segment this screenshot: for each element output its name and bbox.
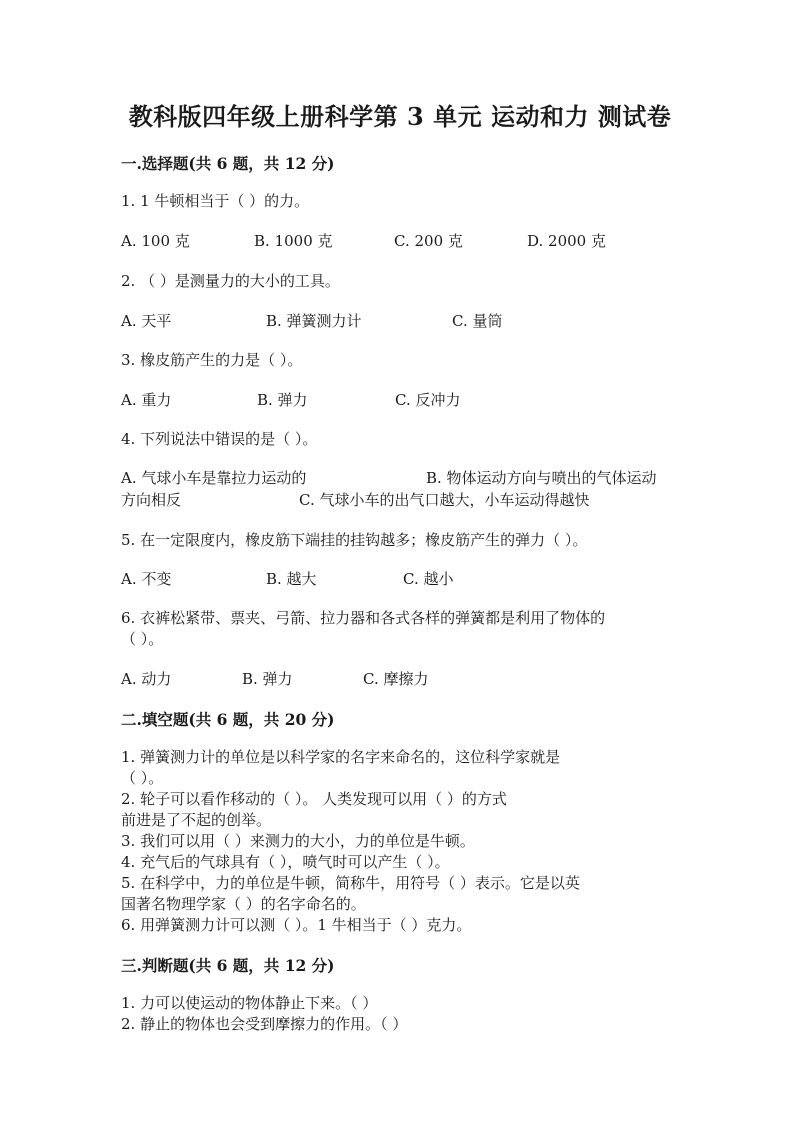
judge-line-2: 2. 静止的物体也会受到摩擦力的作用。（ ） <box>121 1015 408 1033</box>
question-1-option-b: B. 1000 克 <box>254 232 333 250</box>
question-6-option-c: C. 摩擦力 <box>363 670 429 688</box>
fill-line-7: 5. 在科学中，力的单位是牛顿，简称牛，用符号（ ）表示。它是以英 <box>121 874 580 892</box>
question-3-option-c: C. 反冲力 <box>395 391 461 409</box>
question-3: 3. 橡皮筋产生的力是（ ）。 <box>121 351 303 369</box>
section-heading-choice: 一.选择题(共 6 题，共 12 分) <box>121 154 335 173</box>
section-heading-true-false: 三.判断题(共 6 题，共 12 分) <box>121 956 335 975</box>
question-6-option-b: B. 弹力 <box>242 670 293 688</box>
question-2-option-a: A. 天平 <box>121 312 172 330</box>
fill-line-1: 1. 弹簧测力计的单位是以科学家的名字来命名的，这位科学家就是 <box>121 748 561 766</box>
question-1-option-d: D. 2000 克 <box>527 232 606 250</box>
question-4-option-a: A. 气球小车是靠拉力运动的 <box>121 469 307 487</box>
worksheet-title: 教科版四年级上册科学第 3 单元 运动和力 测试卷 <box>128 102 672 131</box>
question-6: 6. 衣裤松紧带、票夹、弓箭、拉力器和各式各样的弹簧都是利用了物体的 <box>121 609 606 627</box>
section-heading-fill-blank: 二.填空题(共 6 题，共 20 分) <box>121 710 335 729</box>
question-1-option-c: C. 200 克 <box>394 232 463 250</box>
fill-line-3: 2. 轮子可以看作移动的（ ）。 人类发现可以用（ ）的方式 <box>121 790 507 808</box>
fill-line-4: 前进是了不起的创举。 <box>121 811 272 829</box>
fill-line-8: 国著名物理学家（ ）的名字命名的。 <box>121 895 366 913</box>
question-4: 4. 下列说法中错误的是（ ）。 <box>121 430 318 448</box>
question-2-option-c: C. 量筒 <box>452 312 503 330</box>
question-2: 2. （ ）是测量力的大小的工具。 <box>121 272 340 290</box>
question-3-option-b: B. 弹力 <box>257 391 308 409</box>
fill-line-9: 6. 用弹簧测力计可以测（ ）。1 牛相当于（ ）克力。 <box>121 916 472 934</box>
question-1-option-a: A. 100 克 <box>121 232 190 250</box>
question-5: 5. 在一定限度内，橡皮筋下端挂的挂钩越多；橡皮筋产生的弹力（ ）。 <box>121 531 588 549</box>
question-3-option-a: A. 重力 <box>121 391 172 409</box>
question-4-option-b: B. 物体运动方向与喷出的气体运动 <box>426 469 657 487</box>
question-5-option-b: B. 越大 <box>266 570 317 588</box>
fill-line-2: （ ）。 <box>121 769 164 787</box>
question-2-option-b: B. 弹簧测力计 <box>266 312 362 330</box>
question-5-option-a: A. 不变 <box>121 570 172 588</box>
fill-line-6: 4. 充气后的气球具有（ ），喷气时可以产生（ ）。 <box>121 853 450 871</box>
question-4-option-b-continued: 方向相反 <box>121 491 182 509</box>
question-4-option-c: C. 气球小车的出气口越大，小车运动得越快 <box>299 491 590 509</box>
question-6-option-a: A. 动力 <box>121 670 172 688</box>
judge-line-1: 1. 力可以使运动的物体静止下来。（ ） <box>121 994 378 1012</box>
question-1: 1. 1 牛顿相当于（ ）的力。 <box>121 192 310 210</box>
question-5-option-c: C. 越小 <box>403 570 454 588</box>
question-6-continued: （ ）。 <box>121 630 164 648</box>
fill-line-5: 3. 我们可以用（ ）来测力的大小，力的单位是牛顿。 <box>121 832 475 850</box>
